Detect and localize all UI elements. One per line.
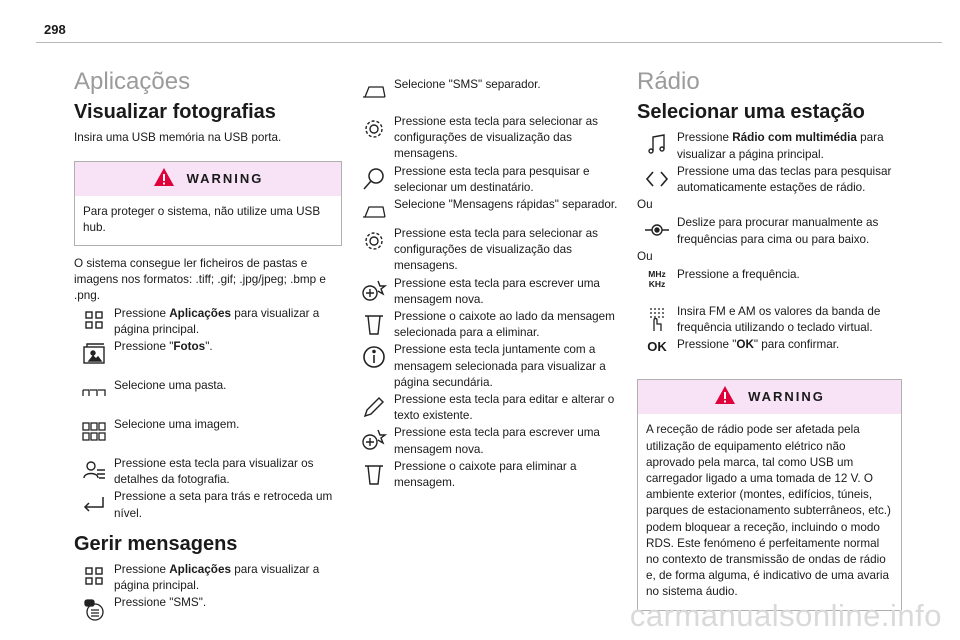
top-divider <box>36 42 942 43</box>
section-title-radio: Rádio <box>637 68 700 95</box>
trash-icon <box>354 459 394 487</box>
settings-gear-icon <box>354 226 394 254</box>
step-sms: Pressione "SMS". <box>74 595 342 623</box>
step-radio-media: Pressione Rádio com multimédia para visualizar a página principal. <box>637 130 902 162</box>
mhz-khz-icon: MHz KHz <box>648 269 666 290</box>
column-2 <box>354 76 618 491</box>
tab-icon <box>354 197 394 225</box>
info-icon <box>354 342 394 370</box>
step-delete-2: Pressione o caixote para eliminar a mensagem. <box>354 459 618 491</box>
step-details: Pressione esta tecla para visualizar os detalhes da fotografia. <box>74 456 342 488</box>
step-auto-search: Pressione uma das teclas para pesquisar automaticamente estações de rádio. <box>637 164 902 196</box>
step-image: Selecione uma imagem. <box>74 417 342 445</box>
step-photos: Pressione "Fotos". <box>74 339 342 367</box>
warning-header <box>638 380 901 414</box>
subtitle-view-photos: Visualizar fotografias <box>74 101 276 124</box>
step-slide: Deslize para procurar manualmente as frequências para cima ou para baixo. <box>637 215 902 247</box>
step-settings-1: Pressione esta tecla para selecionar as configurações de visualização das mensagens. <box>354 114 618 163</box>
image-grid-icon <box>74 417 114 445</box>
column-3 <box>637 68 902 621</box>
step-text: Pressione Aplicações para visualizar a página principal. <box>114 306 320 336</box>
step-folder: Selecione uma pasta. <box>74 378 342 406</box>
page-number: 298 <box>44 22 66 37</box>
step-quick-messages: Selecione "Mensagens rápidas" separador. <box>354 197 618 225</box>
pencil-icon <box>354 392 394 420</box>
tab-icon <box>354 77 394 105</box>
step-edit: Pressione esta tecla para editar e alterar o texto existente. <box>354 392 618 424</box>
step-back: Pressione a seta para trás e retroceda um nível. <box>74 489 342 521</box>
slider-icon <box>637 215 677 243</box>
new-message-icon <box>354 425 394 453</box>
photos-icon <box>74 339 114 367</box>
step-delete-1: Pressione o caixote ao lado da mensagem selecionada para a eliminar. <box>354 309 618 341</box>
radio-warning-text: A receção de rádio pode ser afetada pela utilização de equipamento elétrico não aprovado pela marca, tal como USB um carregador ligado a uma tomada de 12 V. O ambiente exterior (montes, edifícios, túneis, parques de estacionamento subterrâneos, etc.) podem bloquear a receção, incluindo o modo RDS. Este fenómeno é perfeitamente normal no contexto de transmissão de ondas de rádio e, de forma alguma, é indicativo de uma avaria no sistema áudio. <box>646 423 891 599</box>
ok-button-icon: OK <box>647 339 667 355</box>
warning-icon <box>714 385 736 409</box>
back-arrow-icon <box>74 489 114 517</box>
trash-icon <box>354 309 394 337</box>
step-settings-2: Pressione esta tecla para selecionar as configurações de visualização das mensagens. <box>354 226 618 275</box>
subtitle-manage-messages: Gerir mensagens <box>74 532 238 555</box>
warning-icon <box>153 167 175 191</box>
column-1 <box>74 68 342 623</box>
warning-header <box>75 162 341 196</box>
warning-label: WARNING <box>748 389 825 405</box>
section-title-applications: Aplicações <box>74 68 191 95</box>
settings-gear-icon <box>354 114 394 142</box>
subtitle-select-station: Selecionar uma estação <box>637 101 865 124</box>
warning-text: Para proteger o sistema, não utilize uma USB hub. <box>83 204 321 234</box>
search-icon <box>354 164 394 192</box>
step-info: Pressione esta tecla juntamente com a mensagem selecionada para visualizar a página secundária. <box>354 342 618 391</box>
step-msg-applications: Pressione Aplicações para visualizar a página principal. <box>74 562 342 594</box>
new-message-icon <box>354 276 394 304</box>
step-new-message-1: Pressione esta tecla para escrever uma mensagem nova. <box>354 276 618 308</box>
apps-grid-icon <box>74 306 114 334</box>
step-search: Pressione esta tecla para pesquisar e selecionar um destinatário. <box>354 164 618 196</box>
sms-icon <box>74 595 114 623</box>
warning-label: WARNING <box>186 170 264 186</box>
music-note-icon <box>637 130 677 158</box>
intro-text: Insira uma USB memória na USB porta. <box>74 131 282 145</box>
formats-text: O sistema consegue ler ficheiros de pastas e imagens nos formatos: .tiff; .gif; .jpg/jpeg; .bmp e .png. <box>74 257 326 303</box>
step-ok: OK Pressione "OK" para confirmar. <box>637 337 902 365</box>
warning-box <box>74 161 342 246</box>
step-new-message-2: Pressione esta tecla para escrever uma mensagem nova. <box>354 425 618 457</box>
details-icon <box>74 456 114 484</box>
step-sms-tab: Selecione "SMS" separador. <box>354 77 618 105</box>
radio-warning-box <box>637 379 902 610</box>
or-label: Ou <box>637 198 653 212</box>
keypad-touch-icon <box>637 304 677 332</box>
step-frequency: MHz KHz Pressione a frequência. <box>637 267 902 295</box>
step-virtual-keyboard: Insira FM e AM os valores da banda de frequência utilizando o teclado virtual. <box>637 304 902 336</box>
watermark-logo: carmanualsonline.info <box>629 598 942 633</box>
or-label: Ou <box>637 249 653 263</box>
folders-icon <box>74 378 114 406</box>
apps-grid-icon <box>74 562 114 590</box>
step-applications <box>74 306 342 338</box>
chevrons-left-right-icon <box>637 164 677 192</box>
